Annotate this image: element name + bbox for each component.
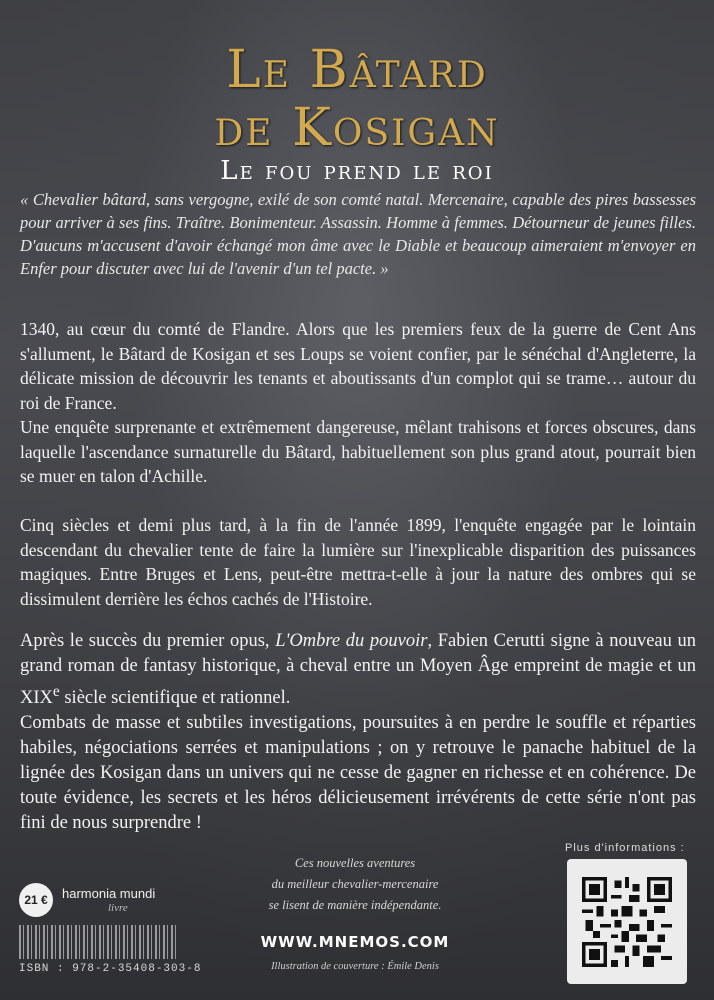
- tagline-line1: Ces nouvelles aventures: [294, 856, 416, 870]
- p3-second: Combats de masse et subtiles investigations, poursuites à en perdre le souffle et réparties habiles, négociations serrées et manipulations ; on y retrouve le panache habituel de la lignée des Kosigan dans un univers qui ne cesse de gagner en richesse et en cohérence. De toute évidence, les secrets et les héros délicieusement irrévérents de cette série n'ont pas fini de nous surprendre !: [20, 713, 696, 834]
- p3-after-century: siècle scientifique et rationnel.: [59, 688, 291, 709]
- year-1340: 1340: [20, 319, 55, 339]
- synopsis-paragraph-3: [20, 629, 696, 836]
- publisher-website[interactable]: WWW.MNEMOS.COM: [260, 933, 450, 951]
- book-title-line1: Le Bâtard: [226, 40, 488, 100]
- price-badge: 21 €: [19, 883, 53, 917]
- synopsis-p1-text: , au cœur du comté de Flandre. Alors que les premiers feux de la guerre de Cent Ans s'allument, le Bâtard de Kosigan et ses Loups se voient confier, par le sénéchal d'Angleterre, la délicate mission de découvrir les tenants et aboutissants d'un complot qui se trame… autour du roi de France.: [20, 319, 696, 413]
- book-subtitle: Le fou prend le roi: [220, 156, 494, 186]
- synopsis-paragraph-1: [20, 317, 696, 489]
- p3-before-title: Après le succès du premier opus,: [20, 631, 276, 651]
- distributor-logo: harmonia mundi: [62, 886, 156, 901]
- synopsis-paragraph-2: Cinq siècles et demi plus tard, à la fin de l'année 1899, l'enquête engagée par le lointain descendant du chevalier tente de faire la lumière sur l'inexplicable disparition des puissances magiques. Entre Bruges et Lens, peut-être mettra-t-elle à jour la nature des ombres qui se dissimulent derrière les échos cachés de l'Histoire.: [20, 515, 696, 609]
- century-numeral: XIX: [20, 688, 53, 709]
- cover-illustration-credit: Illustration de couverture : Émile Denis: [271, 961, 439, 972]
- qr-code[interactable]: [567, 859, 687, 984]
- opening-quote: « Chevalier bâtard, sans vergogne, exilé de son comté natal. Mercenaire, capable des pires bassesses pour arriver à ses fins. Traître. Bonimenteur. Assassin. Homme à femmes. Détourneur de jeunes filles. D'aucuns m'accusent d'avoir échangé mon âme avec le Diable et beaucoup aimeraient m'envoyer en Enfer pour discuter avec lui de l'avenir d'un tel pacte. »: [20, 190, 696, 278]
- barcode: [19, 925, 179, 959]
- qr-code-icon: [582, 877, 672, 967]
- p3-after-title: , Fabien Cerutti signe à nouveau un grand roman de fantasy historique, à cheval entre un Moyen Âge empreint de magie et un: [20, 631, 696, 676]
- book-title-line2: de Kosigan: [214, 98, 500, 158]
- isbn: ISBN : 978-2-35408-303-8: [19, 963, 202, 975]
- tagline-line3: se lisent de manière indépendante.: [268, 898, 442, 912]
- distributor-sub: livre: [108, 902, 128, 914]
- previous-book-title: L'Ombre du pouvoir: [275, 631, 428, 651]
- century-sup: e: [52, 683, 60, 700]
- qr-label: Plus d'informations :: [565, 842, 685, 854]
- synopsis-p1-second: Une enquête surprenante et extrêmement dangereuse, mêlant trahisons et forces obscures, dans laquelle l'ascendance surnaturelle du Bâtard, habituellement son plus grand atout, pourrait bien se muer en talon d'Achille.: [20, 417, 696, 486]
- tagline-line2: du meilleur chevalier-mercenaire: [271, 877, 439, 891]
- series-tagline: [190, 853, 520, 916]
